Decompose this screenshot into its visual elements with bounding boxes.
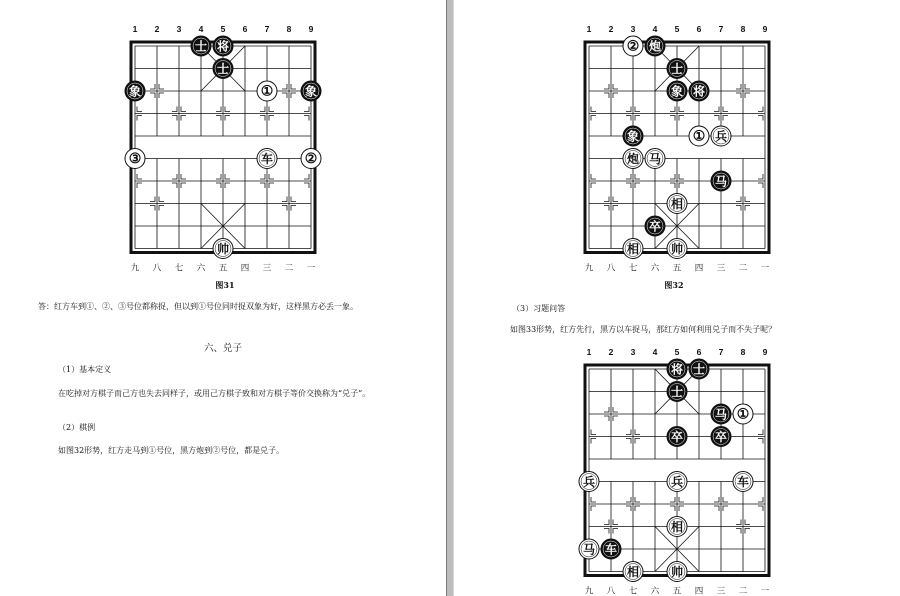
black-piece <box>667 81 687 101</box>
red-piece <box>645 149 665 169</box>
example-paragraph: 如图32形势，红方走马到①号位，黑方炮到②号位，都是兑子。 <box>58 446 285 455</box>
svg-text:卒: 卒 <box>670 429 684 444</box>
position-marker <box>257 81 277 101</box>
position-marker <box>125 149 145 169</box>
file-label-top: 3 <box>630 347 636 357</box>
file-label-bottom: 三 <box>716 263 726 274</box>
file-label-top: 2 <box>608 347 614 357</box>
red-piece <box>667 194 687 214</box>
figure-caption-32: 图32 <box>664 280 684 290</box>
file-label-top: 7 <box>718 24 724 34</box>
svg-text:车: 车 <box>604 542 618 557</box>
black-piece <box>711 427 731 447</box>
subsection-example: （2）棋例 <box>58 423 96 432</box>
file-label-bottom: 五 <box>672 586 682 596</box>
svg-text:象: 象 <box>670 84 684 99</box>
svg-text:马: 马 <box>714 174 728 189</box>
file-label-top: 4 <box>652 347 658 357</box>
answer-paragraph: 答：红方车到①、②、③号位都称捉，但以到①号位同时捉双象为好，这样黑方必丢一象。 <box>38 302 358 311</box>
svg-text:卒: 卒 <box>648 219 662 234</box>
file-label-top: 6 <box>242 24 248 34</box>
black-piece <box>689 359 709 379</box>
file-label-top: 8 <box>740 347 746 357</box>
position-marker <box>733 404 753 424</box>
file-label-top: 7 <box>264 24 270 34</box>
black-piece <box>667 359 687 379</box>
left-page <box>0 0 446 596</box>
red-piece <box>711 126 731 146</box>
svg-text:马: 马 <box>582 542 596 557</box>
svg-text:相: 相 <box>670 196 684 211</box>
file-label-bottom: 七 <box>628 263 638 274</box>
svg-text:兵: 兵 <box>714 129 728 144</box>
black-piece <box>601 539 621 559</box>
page-gutter <box>446 0 454 596</box>
svg-text:帅: 帅 <box>216 241 230 256</box>
file-label-bottom: 六 <box>650 586 660 596</box>
file-label-top: 5 <box>674 24 680 34</box>
file-label-top: 6 <box>696 347 702 357</box>
question-paragraph: 如图33形势，红方先行，黑方以车捉马，那红方如何利用兑子而不失子呢？ <box>510 325 777 334</box>
svg-text:士: 士 <box>216 61 230 76</box>
svg-text:兵: 兵 <box>670 474 684 489</box>
svg-text:士: 士 <box>670 61 684 76</box>
file-label-bottom: 四 <box>240 263 250 274</box>
definition-paragraph: 在吃掉对方棋子而己方也失去同样子，或用己方棋子致和对方棋子等价交换称为“兑子”。 <box>58 389 371 398</box>
red-piece <box>667 562 687 582</box>
svg-text:将: 将 <box>216 39 230 54</box>
red-piece <box>623 149 643 169</box>
subsection-exercise: （3）习题问答 <box>512 304 566 313</box>
subsection-definition: （1）基本定义 <box>58 365 112 374</box>
board-fig32 <box>579 14 779 276</box>
file-label-bottom: 八 <box>152 263 162 274</box>
file-label-top: 5 <box>220 24 226 34</box>
svg-text:马: 马 <box>648 151 662 166</box>
red-piece <box>733 472 753 492</box>
svg-text:①: ① <box>692 128 706 145</box>
svg-text:③: ③ <box>128 150 142 167</box>
file-label-bottom: 九 <box>130 263 140 274</box>
file-label-bottom: 五 <box>672 263 682 274</box>
black-piece <box>191 36 211 56</box>
file-label-top: 3 <box>630 24 636 34</box>
file-label-top: 2 <box>608 24 614 34</box>
svg-text:相: 相 <box>670 519 684 534</box>
file-label-bottom: 一 <box>760 586 770 596</box>
black-piece <box>301 81 321 101</box>
black-piece <box>711 171 731 191</box>
file-label-top: 4 <box>652 24 658 34</box>
file-label-top: 8 <box>286 24 292 34</box>
svg-text:象: 象 <box>626 129 640 144</box>
file-label-top: 1 <box>586 24 592 34</box>
red-piece <box>579 472 599 492</box>
black-piece <box>689 81 709 101</box>
red-piece <box>623 562 643 582</box>
file-label-top: 1 <box>132 24 138 34</box>
file-label-bottom: 一 <box>306 263 316 274</box>
file-label-top: 2 <box>154 24 160 34</box>
file-label-bottom: 六 <box>196 263 206 274</box>
svg-text:马: 马 <box>714 407 728 422</box>
red-piece <box>667 239 687 259</box>
black-piece <box>667 59 687 79</box>
svg-text:将: 将 <box>692 84 706 99</box>
board-fig33 <box>579 337 779 596</box>
svg-text:帅: 帅 <box>670 241 684 256</box>
red-piece <box>257 149 277 169</box>
figure-caption-31: 图31 <box>215 280 235 290</box>
position-marker <box>623 36 643 56</box>
svg-text:①: ① <box>736 406 750 423</box>
file-label-bottom: 三 <box>716 586 726 596</box>
black-piece <box>645 216 665 236</box>
file-label-top: 1 <box>586 347 592 357</box>
black-piece <box>125 81 145 101</box>
file-label-bottom: 八 <box>606 263 616 274</box>
black-piece <box>213 59 233 79</box>
file-label-top: 9 <box>762 24 768 34</box>
position-marker <box>689 126 709 146</box>
red-piece <box>579 539 599 559</box>
svg-text:卒: 卒 <box>714 429 728 444</box>
svg-text:兵: 兵 <box>582 474 596 489</box>
black-piece <box>711 404 731 424</box>
file-label-bottom: 六 <box>650 263 660 274</box>
black-piece <box>213 36 233 56</box>
svg-text:①: ① <box>260 83 274 100</box>
file-label-top: 4 <box>198 24 204 34</box>
svg-text:帅: 帅 <box>670 564 684 579</box>
svg-text:士: 士 <box>692 362 706 377</box>
svg-text:②: ② <box>626 38 640 55</box>
file-label-bottom: 四 <box>694 586 704 596</box>
svg-text:象: 象 <box>128 84 142 99</box>
section-title: 六、兑子 <box>203 343 242 354</box>
board-fig31 <box>125 14 325 276</box>
file-label-bottom: 二 <box>738 586 748 596</box>
svg-text:相: 相 <box>626 564 640 579</box>
black-piece <box>667 382 687 402</box>
file-label-bottom: 二 <box>738 263 748 274</box>
svg-text:象: 象 <box>304 84 318 99</box>
black-piece <box>667 427 687 447</box>
svg-text:②: ② <box>304 150 318 167</box>
svg-text:炮: 炮 <box>626 151 640 166</box>
svg-text:车: 车 <box>736 474 750 489</box>
file-label-bottom: 一 <box>760 263 770 274</box>
svg-text:士: 士 <box>194 39 208 54</box>
svg-text:将: 将 <box>670 362 684 377</box>
file-label-bottom: 七 <box>174 263 184 274</box>
file-label-bottom: 九 <box>584 263 594 274</box>
right-page <box>454 0 900 596</box>
svg-text:炮: 炮 <box>648 39 662 54</box>
file-label-top: 5 <box>674 347 680 357</box>
file-label-top: 6 <box>696 24 702 34</box>
file-label-bottom: 四 <box>694 263 704 274</box>
red-piece <box>213 239 233 259</box>
svg-text:士: 士 <box>670 384 684 399</box>
black-piece <box>623 126 643 146</box>
file-label-top: 9 <box>308 24 314 34</box>
red-piece <box>667 517 687 537</box>
file-label-bottom: 五 <box>218 263 228 274</box>
file-label-top: 8 <box>740 24 746 34</box>
svg-text:车: 车 <box>260 151 274 166</box>
file-label-bottom: 九 <box>584 586 594 596</box>
file-label-bottom: 七 <box>628 586 638 596</box>
file-label-top: 7 <box>718 347 724 357</box>
red-piece <box>623 239 643 259</box>
file-label-top: 9 <box>762 347 768 357</box>
file-label-bottom: 八 <box>606 586 616 596</box>
red-piece <box>667 472 687 492</box>
svg-text:相: 相 <box>626 241 640 256</box>
file-label-top: 3 <box>176 24 182 34</box>
position-marker <box>301 149 321 169</box>
file-label-bottom: 二 <box>284 263 294 274</box>
file-label-bottom: 三 <box>262 263 272 274</box>
black-piece <box>645 36 665 56</box>
